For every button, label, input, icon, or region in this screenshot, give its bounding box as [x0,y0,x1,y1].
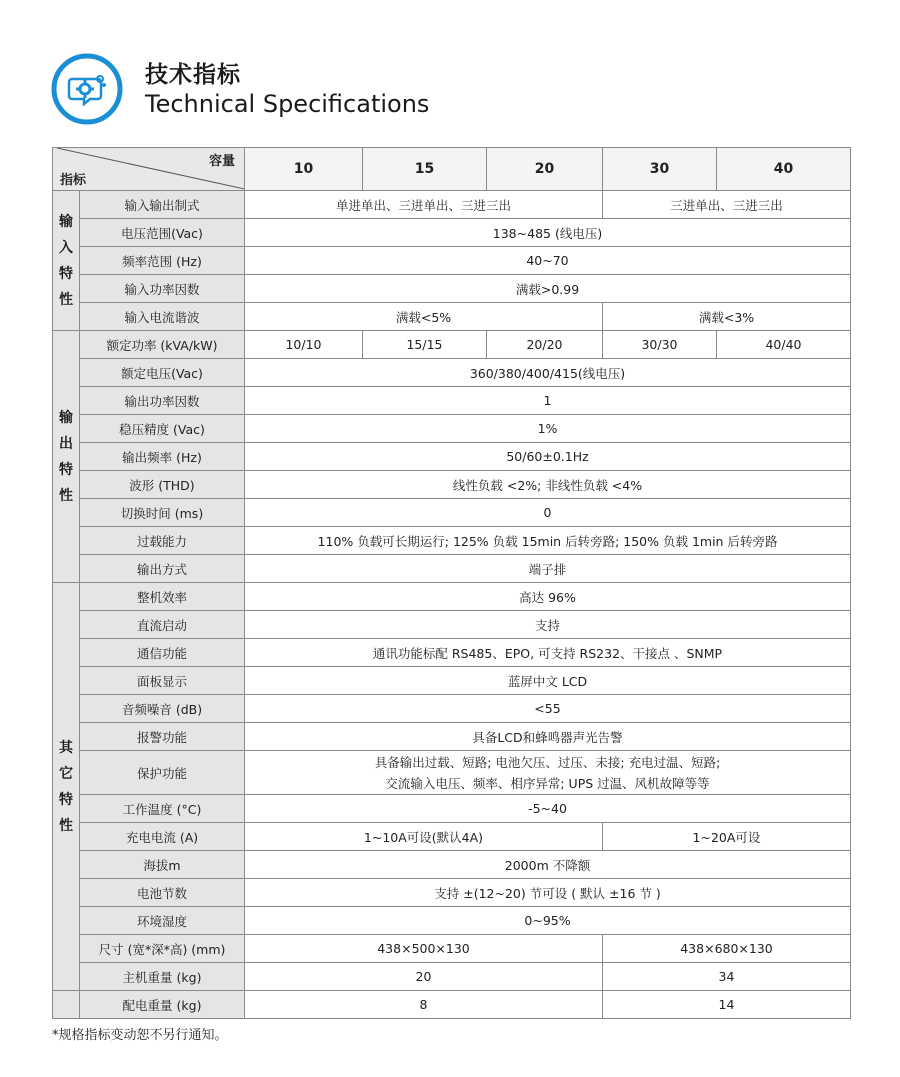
table-row [53,879,851,907]
cell-value: -5~40 [245,795,851,823]
cell-value: 单进单出、三进单出、三进三出 [245,191,603,219]
table-row [53,415,851,443]
capacity-40: 40 [717,148,851,191]
group-other: 其 它 特 性 [53,583,80,991]
row-label: 面板显示 [80,667,245,695]
cell-value: 端子排 [245,555,851,583]
header [50,42,650,122]
cell-value: 线性负载 <2%; 非线性负载 <4% [245,471,851,499]
footnote: *规格指标变动恕不另行通知。 [52,1028,228,1043]
row-label: 配电重量 (kg) [80,991,245,1019]
row-label: 充电电流 (A) [80,823,245,851]
row-label: 频率范围 (Hz) [80,247,245,275]
row-label: 主机重量 (kg) [80,963,245,991]
indicator-header: 指标 [60,173,87,188]
capacity-20: 20 [487,148,603,191]
cell-value: 高达 96% [245,583,851,611]
row-label: 输出频率 (Hz) [80,443,245,471]
cell-value: 30/30 [603,331,717,359]
table-row [53,751,851,795]
cell-value: 20 [245,963,603,991]
table-row [53,499,851,527]
table-header-row [53,148,851,191]
table-row [53,639,851,667]
table-row [53,935,851,963]
gear-chat-icon [50,52,124,126]
table-row [53,331,851,359]
table-row [53,275,851,303]
cell-value: <55 [245,695,851,723]
page-title-cn: 技术指标 [145,62,241,88]
row-label: 输入功率因数 [80,275,245,303]
cell-value: 通讯功能标配 RS485、EPO, 可支持 RS232、干接点 、SNMP [245,639,851,667]
row-label: 报警功能 [80,723,245,751]
group-empty [53,991,80,1019]
row-label: 海拔m [80,851,245,879]
table-row [53,851,851,879]
table-row [53,963,851,991]
table-row [53,991,851,1019]
cell-value: 110% 负载可长期运行; 125% 负载 15min 后转旁路; 150% 负载 1min 后转旁路 [245,527,851,555]
row-label: 电压范围(Vac) [80,219,245,247]
table-row [53,387,851,415]
table-row [53,823,851,851]
cell-value: 具备LCD和蜂鸣器声光告警 [245,723,851,751]
cell-value: 三进单出、三进三出 [603,191,851,219]
row-label: 额定功率 (kVA/kW) [80,331,245,359]
row-label: 通信功能 [80,639,245,667]
cell-value: 支持 [245,611,851,639]
cell-value: 10/10 [245,331,363,359]
cell-value [245,751,851,795]
table-row [53,219,851,247]
table-row [53,191,851,219]
table-row [53,695,851,723]
table-row [53,303,851,331]
table-row [53,723,851,751]
table-row [53,527,851,555]
row-label: 过载能力 [80,527,245,555]
cell-value: 0~95% [245,907,851,935]
capacity-10: 10 [245,148,363,191]
table-row [53,667,851,695]
table-row [53,795,851,823]
table-row [53,471,851,499]
row-label: 输出功率因数 [80,387,245,415]
cell-value: 34 [603,963,851,991]
protection-line-2: 交流输入电压、频率、相序异常; UPS 过温、风机故障等等 [385,775,710,791]
cell-value: 蓝屏中文 LCD [245,667,851,695]
cell-value: 0 [245,499,851,527]
group-input: 输 入 特 性 [53,191,80,331]
cell-value: 2000m 不降额 [245,851,851,879]
cell-value: 360/380/400/415(线电压) [245,359,851,387]
cell-value: 满载<5% [245,303,603,331]
row-label: 电池节数 [80,879,245,907]
row-label: 输入输出制式 [80,191,245,219]
row-label: 波形 (THD) [80,471,245,499]
table-row [53,611,851,639]
row-label: 整机效率 [80,583,245,611]
cell-value: 15/15 [363,331,487,359]
spec-table [52,147,851,1019]
capacity-30: 30 [603,148,717,191]
capacity-15: 15 [363,148,487,191]
row-label: 尺寸 (宽*深*高) (mm) [80,935,245,963]
cell-value: 1~20A可设 [603,823,851,851]
cell-value: 40~70 [245,247,851,275]
protection-line-1: 具备输出过载、短路; 电池欠压、过压、未接; 充电过温、短路; [374,754,721,770]
row-label: 输出方式 [80,555,245,583]
row-label: 工作温度 (°C) [80,795,245,823]
cell-value: 1 [245,387,851,415]
row-label: 稳压精度 (Vac) [80,415,245,443]
cell-value: 138~485 (线电压) [245,219,851,247]
cell-value: 40/40 [717,331,851,359]
row-label: 切换时间 (ms) [80,499,245,527]
table-row [53,583,851,611]
cell-value: 满载>0.99 [245,275,851,303]
table-row [53,247,851,275]
cell-value: 1% [245,415,851,443]
cell-value: 20/20 [487,331,603,359]
row-label: 输入电流谐波 [80,303,245,331]
row-label: 环境湿度 [80,907,245,935]
table-row [53,359,851,387]
table-row [53,907,851,935]
capacity-header: 容量 [208,154,235,169]
cell-value: 438×500×130 [245,935,603,963]
header-corner [53,148,245,191]
cell-value: 1~10A可设(默认4A) [245,823,603,851]
cell-value: 8 [245,991,603,1019]
page-title-en: Technical Specifications [145,90,430,118]
cell-value: 14 [603,991,851,1019]
cell-value: 438×680×130 [603,935,851,963]
row-label: 音频噪音 (dB) [80,695,245,723]
cell-value: 支持 ±(12~20) 节可设 ( 默认 ±16 节 ) [245,879,851,907]
table-row [53,555,851,583]
row-label: 保护功能 [80,751,245,795]
group-output: 输 出 特 性 [53,331,80,583]
cell-value: 满载<3% [603,303,851,331]
cell-value: 50/60±0.1Hz [245,443,851,471]
table-row [53,443,851,471]
row-label: 直流启动 [80,611,245,639]
row-label: 额定电压(Vac) [80,359,245,387]
